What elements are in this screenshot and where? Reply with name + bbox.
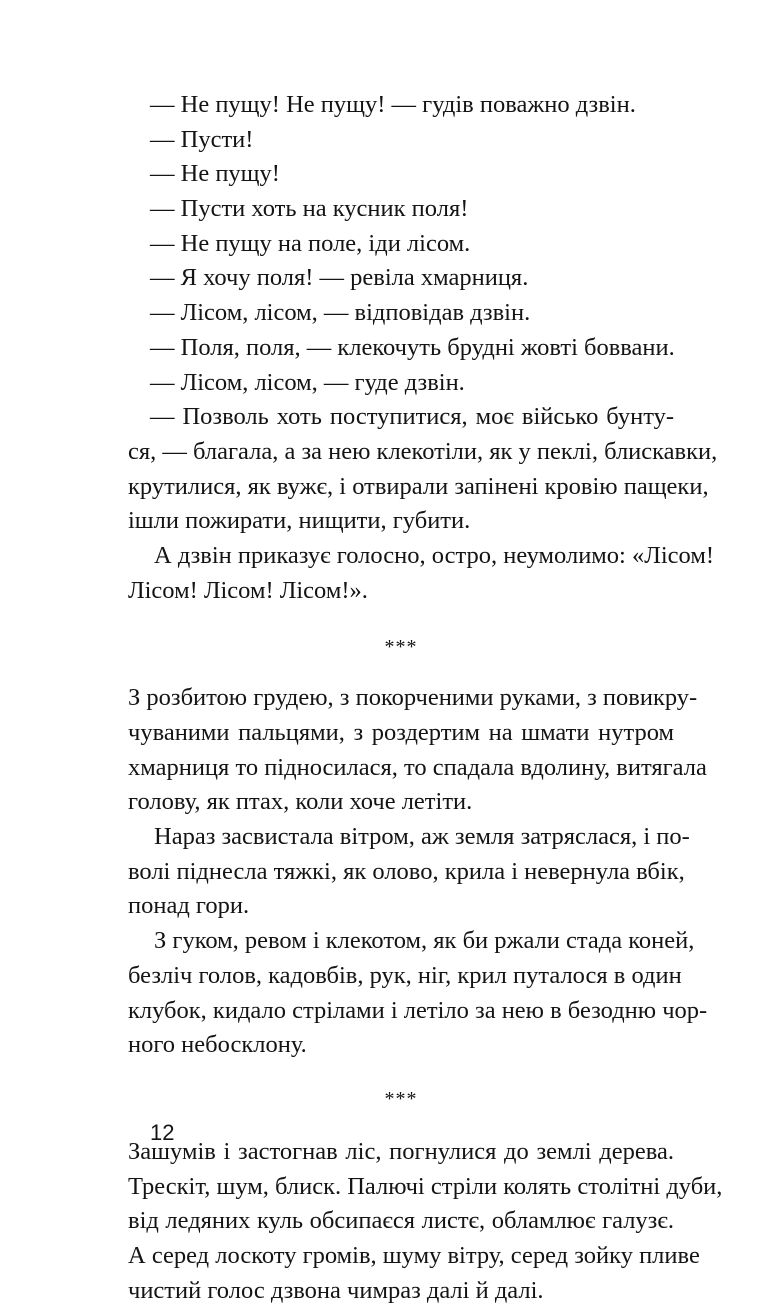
text-line: А серед лоскоту громів, шуму вітру, серед зойку пливе: [128, 1241, 700, 1269]
book-page-body: [128, 88, 723, 1308]
text-line: крутилися, як вужє, і отвирали запінені кровію пащеки,: [128, 472, 709, 500]
section-separator: ***: [384, 1087, 418, 1110]
text-line: А дзвін приказує голосно, остро, неумолимо: «Лісом!: [154, 541, 714, 569]
text-line: — Поля, поля, — клекочуть брудні жовті боввани.: [150, 333, 675, 361]
text-line: чуваними пальцями, з роздертим на шмати нутром: [128, 719, 674, 746]
text-line: — Пусти!: [150, 125, 254, 153]
text-line: ся, — благала, а за нею клекотіли, як у пеклі, блискавки,: [128, 437, 718, 465]
text-line: — Лісом, лісом, — відповідав дзвін.: [150, 299, 531, 327]
text-line: чистий голос дзвона чимраз далі й далі.: [128, 1276, 544, 1304]
text-line: клубок, кидало стрілами і летіло за нею в безодню чор-: [128, 996, 708, 1024]
text-line: волі піднесла тяжкі, як олово, крила і невернула вбік,: [128, 857, 685, 885]
text-line: З розбитою грудею, з покорченими руками, з повикру-: [128, 684, 698, 712]
text-line: — Не пущу!: [150, 160, 280, 188]
page-number: 12: [150, 1120, 175, 1145]
text-line: — Пусти хоть на кусник поля!: [150, 195, 469, 223]
text-line: голову, як птах, коли хоче летіти.: [128, 788, 473, 816]
text-line: Зашумів і застогнав ліс, погнулися до землі дерева.: [128, 1137, 674, 1165]
text-line: Лісом! Лісом! Лісом!».: [128, 576, 368, 604]
section-flight: [128, 681, 708, 1063]
section-forest: [128, 1135, 723, 1308]
text-line: Нараз засвистала вітром, аж земля затряслася, і по-: [154, 823, 690, 851]
text-line: Трескіт, шум, блиск. Палючі стріли колять столітні дуби,: [128, 1172, 723, 1200]
text-line: хмарниця то підносилася, то спадала вдолину, витягала: [128, 753, 707, 781]
text-line: — Позволь хоть поступитися, моє військо бунту-: [150, 403, 674, 431]
text-line: — Я хочу поля! — ревіла хмарниця.: [150, 264, 529, 292]
text-line: — Не пущу на поле, іди лісом.: [150, 229, 471, 257]
section-separator: ***: [384, 636, 418, 659]
text-line: безліч голов, кадовбів, рук, ніг, крил путалося в один: [128, 961, 682, 989]
text-line: ного небосклону.: [128, 1031, 307, 1059]
text-line: З гуком, ревом і клекотом, як би ржали стада коней,: [154, 927, 695, 955]
section-dialogue: [128, 88, 718, 608]
text-line: від ледяних куль обсипаєся листє, обламлює галузє.: [128, 1207, 674, 1235]
text-line: — Не пущу! Не пущу! — гудів поважно дзвін.: [150, 91, 636, 118]
text-line: — Лісом, лісом, — гуде дзвін.: [150, 368, 465, 396]
text-line: понад гори.: [128, 892, 250, 920]
text-line: ішли пожирати, нищити, губити.: [128, 507, 471, 535]
